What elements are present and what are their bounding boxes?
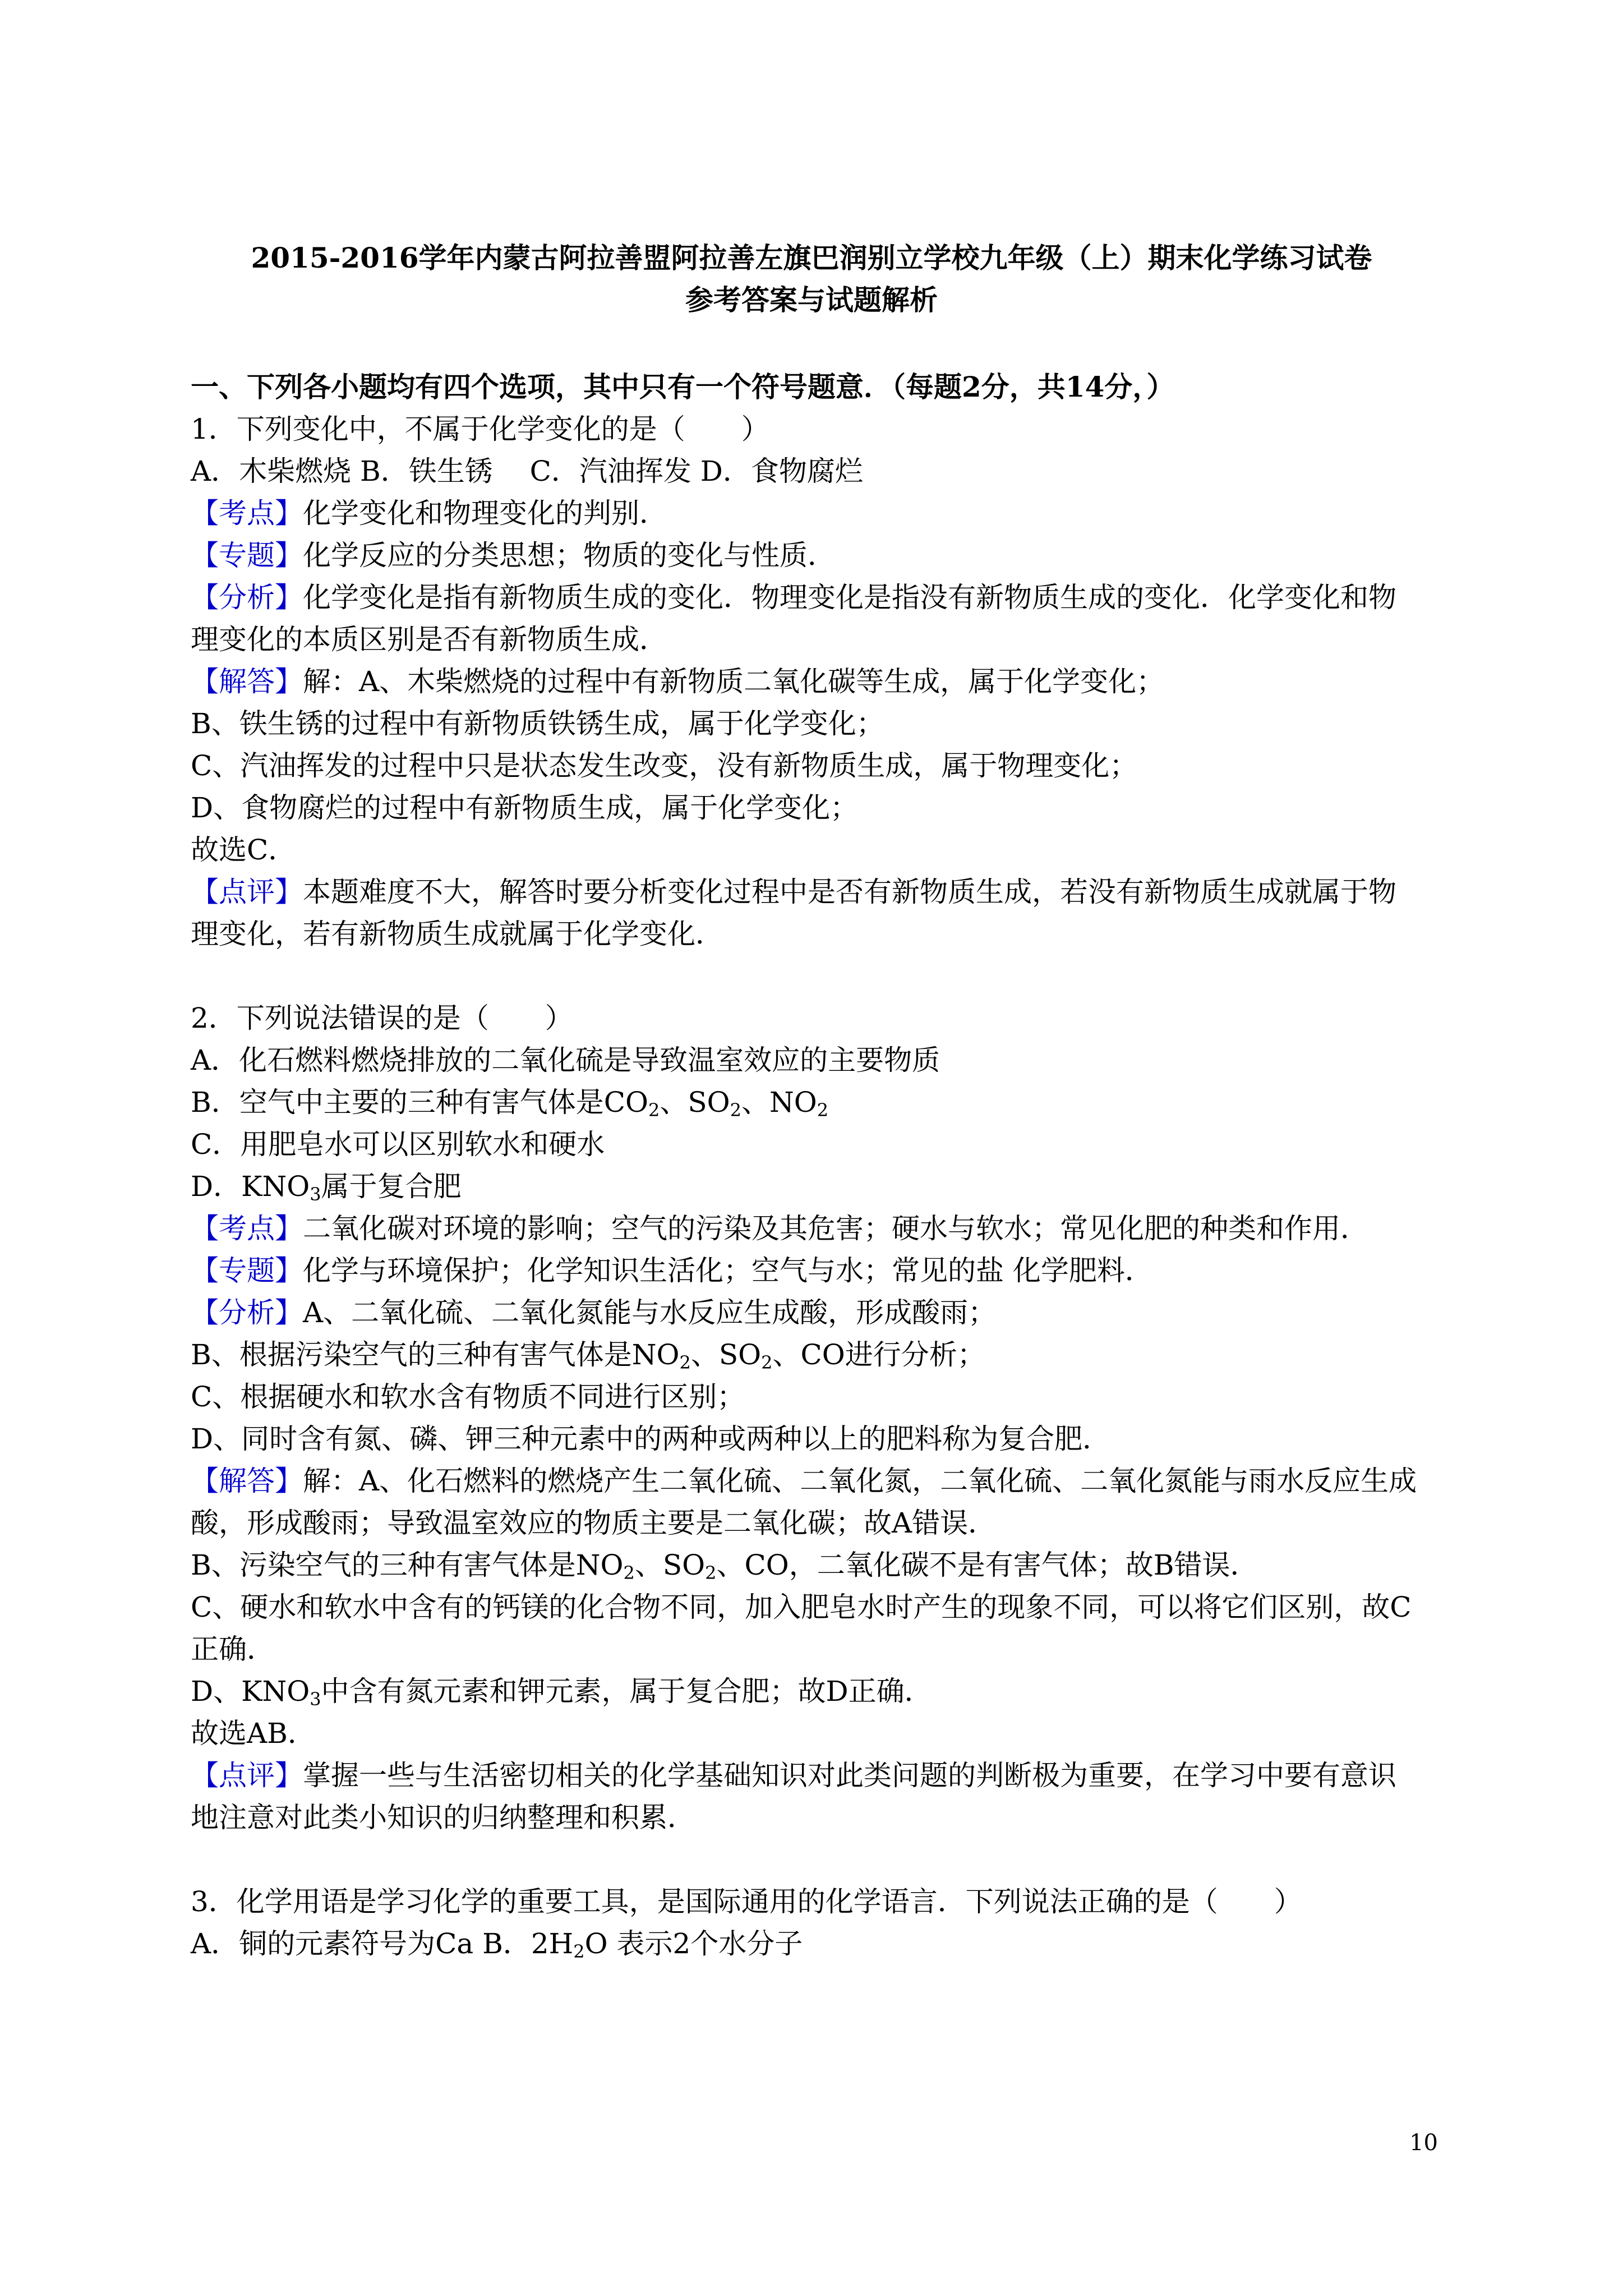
page-number: 10 xyxy=(1409,2130,1438,2156)
q1-jieda-d: D、食物腐烂的过程中有新物质生成，属于化学变化； xyxy=(191,792,859,824)
q2-option-d: D．$KNO_3$属于复合肥 xyxy=(191,1170,462,1205)
q2-jieda-b: B、污染空气的三种有害气体是$NO_2$、$SO_2$、CO，二氧化碳不是有害气体；故B错误． xyxy=(191,1549,1258,1584)
document-subtitle: 参考答案与试题解析 xyxy=(685,283,938,316)
tag-jieda: 【解答】 xyxy=(191,665,303,698)
q2-fenxi-c: C、根据硬水和软水含有物质不同进行区别； xyxy=(191,1381,745,1413)
q2-option-b: B．空气中主要的三种有害气体是$CO_2$、$SO_2$、$NO_2$ xyxy=(191,1086,829,1121)
q2-fenxi-b: B、根据污染空气的三种有害气体是$NO_2$、$SO_2$、CO进行分析； xyxy=(191,1338,985,1373)
q2-jieda-a-cont: 酸，形成酸雨；导致温室效应的物质主要是二氧化碳；故A错误． xyxy=(191,1507,997,1539)
q1-jieda-c: C、汽油挥发的过程中只是状态发生改变，没有新物质生成，属于物理变化； xyxy=(191,749,1138,782)
tag-kaodian: 【考点】 xyxy=(191,497,303,530)
tag-fenxi: 【分析】 xyxy=(191,581,303,614)
q2-stem: 2．下列说法错误的是（ ） xyxy=(191,1002,573,1034)
q2-jieda-c: C、硬水和软水中含有的钙镁的化合物不同，加入肥皂水时产生的现象不同，可以将它们区别，故C xyxy=(191,1591,1412,1623)
q1-jieda-b: B、铁生锈的过程中有新物质铁锈生成，属于化学变化； xyxy=(191,707,884,740)
tag-dianping: 【点评】 xyxy=(191,876,303,908)
q2-kaodian: 【考点】二氧化碳对环境的影响；空气的污染及其危害；硬水与软水；常见化肥的种类和作用． xyxy=(191,1212,1368,1245)
tag-zhuanti: 【专题】 xyxy=(191,539,303,572)
document-title: 2015-2016学年内蒙古阿拉善盟阿拉善左旗巴润别立学校九年级（上）期末化学练习试卷 xyxy=(251,241,1372,274)
q3-options: A．铜的元素符号为Ca B．$2H_2O$ 表示2个水分子 xyxy=(191,1927,803,1962)
q1-fenxi: 【分析】化学变化是指有新物质生成的变化．物理变化是指没有新物质生成的变化．化学变化和物 xyxy=(191,581,1396,614)
q1-jieda: 【解答】解：A、木柴燃烧的过程中有新物质二氧化碳等生成，属于化学变化； xyxy=(191,665,1165,698)
q2-jieda: 【解答】解：A、化石燃料的燃烧产生二氧化硫、二氧化氮，二氧化硫、二氧化氮能与雨水反应生成 xyxy=(191,1465,1417,1497)
q2-option-c: C．用肥皂水可以区别软水和硬水 xyxy=(191,1128,605,1161)
q2-fenxi-d: D、同时含有氮、磷、钾三种元素中的两种或两种以上的肥料称为复合肥． xyxy=(191,1423,1111,1455)
q2-zhuanti: 【专题】化学与环境保护；化学知识生活化；空气与水；常见的盐 化学肥料． xyxy=(191,1254,1153,1287)
q2-option-a: A．化石燃料燃烧排放的二氧化硫是导致温室效应的主要物质 xyxy=(191,1044,940,1076)
q2-jieda-c-cont: 正确． xyxy=(191,1633,275,1665)
q1-kaodian: 【考点】化学变化和物理变化的判别． xyxy=(191,497,667,530)
q2-dianping-cont: 地注意对此类小知识的归纳整理和积累． xyxy=(191,1801,695,1834)
q1-zhuanti: 【专题】化学反应的分类思想；物质的变化与性质． xyxy=(191,539,836,572)
q1-dianping-cont: 理变化，若有新物质生成就属于化学变化． xyxy=(191,918,723,950)
q1-dianping: 【点评】本题难度不大，解答时要分析变化过程中是否有新物质生成，若没有新物质生成就属于物 xyxy=(191,876,1396,908)
q2-fenxi: 【分析】A、二氧化硫、二氧化氮能与水反应生成酸，形成酸雨； xyxy=(191,1296,997,1329)
q2-jieda-d: D、$KNO_3$中含有氮元素和钾元素，属于复合肥；故D正确． xyxy=(191,1675,933,1710)
q1-fenxi-cont: 理变化的本质区别是否有新物质生成． xyxy=(191,623,667,656)
q1-options: A．木柴燃烧 B．铁生锈 C．汽油挥发 D．食物腐烂 xyxy=(191,455,863,487)
q1-answer: 故选C． xyxy=(191,834,297,866)
q2-answer: 故选AB． xyxy=(191,1717,316,1750)
q1-stem: 1．下列变化中，不属于化学变化的是（ ） xyxy=(191,413,769,445)
q2-dianping: 【点评】掌握一些与生活密切相关的化学基础知识对此类问题的判断极为重要，在学习中要有意识 xyxy=(191,1759,1396,1792)
section-heading: 一、下列各小题均有四个选项，其中只有一个符号题意．（每题2分，共14分，） xyxy=(191,370,1175,403)
q3-stem: 3．化学用语是学习化学的重要工具，是国际通用的化学语言．下列说法正确的是（ ） xyxy=(191,1885,1302,1918)
